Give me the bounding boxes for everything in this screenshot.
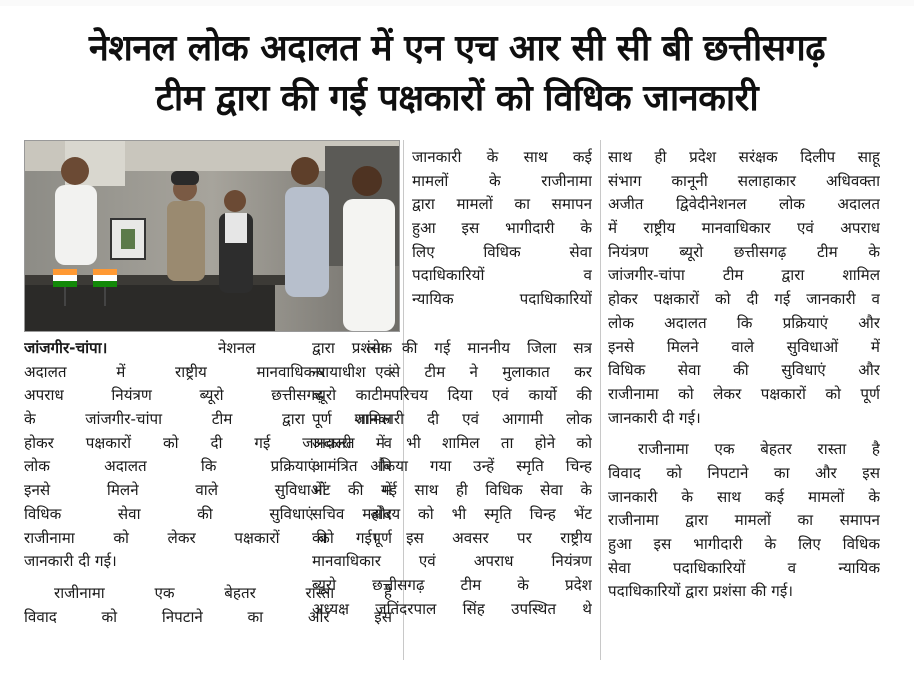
text-line: अदालत में राष्ट्रीय मानवाधिकार एवं [24, 362, 392, 381]
text-line: ब्यूरो छत्तीसगढ़ टीम के प्रदेश [312, 575, 592, 594]
headline [0, 24, 914, 124]
text-line: न्यायाधीश से टीम ने मुलाकात कर [312, 362, 592, 381]
top-strip [0, 0, 914, 6]
text-line: अदालत में भी शामिल ता होने को [312, 433, 592, 452]
column-rule [600, 140, 601, 660]
text-line: ब्यूरो का परिचय दिया एवं कार्यो की [312, 386, 592, 405]
text-line: पदाधिकारियों व [412, 266, 592, 285]
text-line: नियंत्रण ब्यूरो छत्तीसगढ़ टीम के [608, 242, 880, 261]
text-line: मामलों के राजीनामा [412, 171, 592, 190]
text-line: सेवा पदाधिकारियों व न्यायिक [608, 558, 880, 577]
text-line: हुआ इस भागीदारी के [412, 219, 592, 238]
text-line: राजीनामा को लेकर पक्षकारों को पूर्ण [24, 528, 392, 547]
text-line: की गई। इस अवसर पर राष्ट्रीय [312, 528, 592, 547]
text-line: संभाग कानूनी सलाहाकार अधिवक्ता [608, 171, 880, 190]
news-photo [24, 140, 400, 332]
text-line: लोक अदालत कि प्रक्रियाएं और [608, 313, 880, 332]
text-line: नेशनल लोक [107, 339, 392, 357]
dateline: जांजगीर-चांपा। [24, 339, 108, 357]
text-line: अपराध नियंत्रण ब्यूरो छत्तीसगढ़ टीम [24, 386, 392, 405]
article-column-3 [608, 146, 880, 604]
text-line: विधिक सेवा की सुविधाएं और [24, 504, 392, 523]
text-line: न्यायिक पदाधिकारियों [412, 290, 592, 309]
text-line: राजीनामा एक बेहतर रास्ता है [638, 440, 880, 459]
text-line: विवाद को निपटाने का और इस [608, 463, 880, 482]
text-line: इनसे मिलने वाले सुविधाओं में [24, 481, 392, 500]
text-line: पदाधिकारियों द्वारा प्रशंसा की गई। [608, 582, 794, 601]
text-line: साथ ही प्रदेश सरंक्षक दिलीप साहू [608, 148, 880, 166]
text-line: विधिक सेवा की सुविधाएं और [608, 361, 880, 380]
text-line: जांजगीर-चांपा टीम द्वारा शामिल [608, 266, 880, 285]
text-line: जानकारी दी गई। [24, 552, 117, 571]
text-line: राजीनामा को लेकर पक्षकारों को पूर्ण [608, 384, 880, 403]
headline-line-1: नेशनल लोक अदालत में एन एच आर सी सी बी छत्तीसगढ़ [88, 28, 826, 69]
text-line: के जांजगीर-चांपा टीम द्वारा शामिल [24, 410, 392, 429]
headline-line-2: टीम द्वारा की गई पक्षकारों को विधिक जानकारी [155, 78, 759, 119]
text-line: अजीत द्विवेदीनेशनल लोक अदालत [608, 195, 880, 214]
text-line: लोक अदालत कि प्रक्रियाएं और [24, 457, 392, 476]
text-line: होकर पक्षकारों को दी गई जानकारी व [24, 433, 392, 452]
text-line: मानवाधिकार एवं अपराध नियंत्रण [312, 552, 592, 571]
text-line: जानकारी के साथ कई [412, 148, 592, 166]
text-line: आमंत्रित किया गया उन्हें स्मृति चिन्ह [312, 457, 592, 476]
text-line: राजीनामा द्वारा मामलों का समापन [608, 511, 880, 530]
text-line: होकर पक्षकारों को दी गई जानकारी व [608, 290, 880, 309]
article-column-2 [312, 337, 592, 621]
text-line: विवाद को निपटाने का और इस [24, 607, 392, 626]
text-line: जानकारी के साथ कई मामलों के [608, 487, 880, 506]
text-line: राजीनामा एक बेहतर रास्ता है [54, 583, 392, 602]
text-line: भेंट की गई साथ ही विधिक सेवा के [312, 481, 592, 500]
text-line: सचिव महोदय को भी स्मृति चिन्ह भेंट [312, 504, 592, 523]
text-line: पूर्ण जानकारी दी एवं आगामी लोक [312, 410, 592, 429]
text-line: द्वारा मामलों का समापन [412, 195, 592, 214]
text-line: जानकारी दी गई। [608, 408, 701, 427]
article-column-2-top [412, 146, 592, 312]
text-line: में राष्ट्रीय मानवाधिकार एवं अपराध [608, 219, 880, 238]
text-line: हुआ इस भागीदारी के लिए विधिक [608, 535, 880, 553]
text-line: अध्यक्ष जतिंदरपाल सिंह उपस्थित थे [312, 599, 592, 618]
group-photo-icon [25, 141, 399, 331]
text-line: इनसे मिलने वाले सुविधाओं में [608, 337, 880, 356]
text-line: लिए विधिक सेवा [412, 242, 592, 261]
text-line: द्वारा प्रशंसा की गई माननीय जिला सत्र [312, 339, 592, 357]
